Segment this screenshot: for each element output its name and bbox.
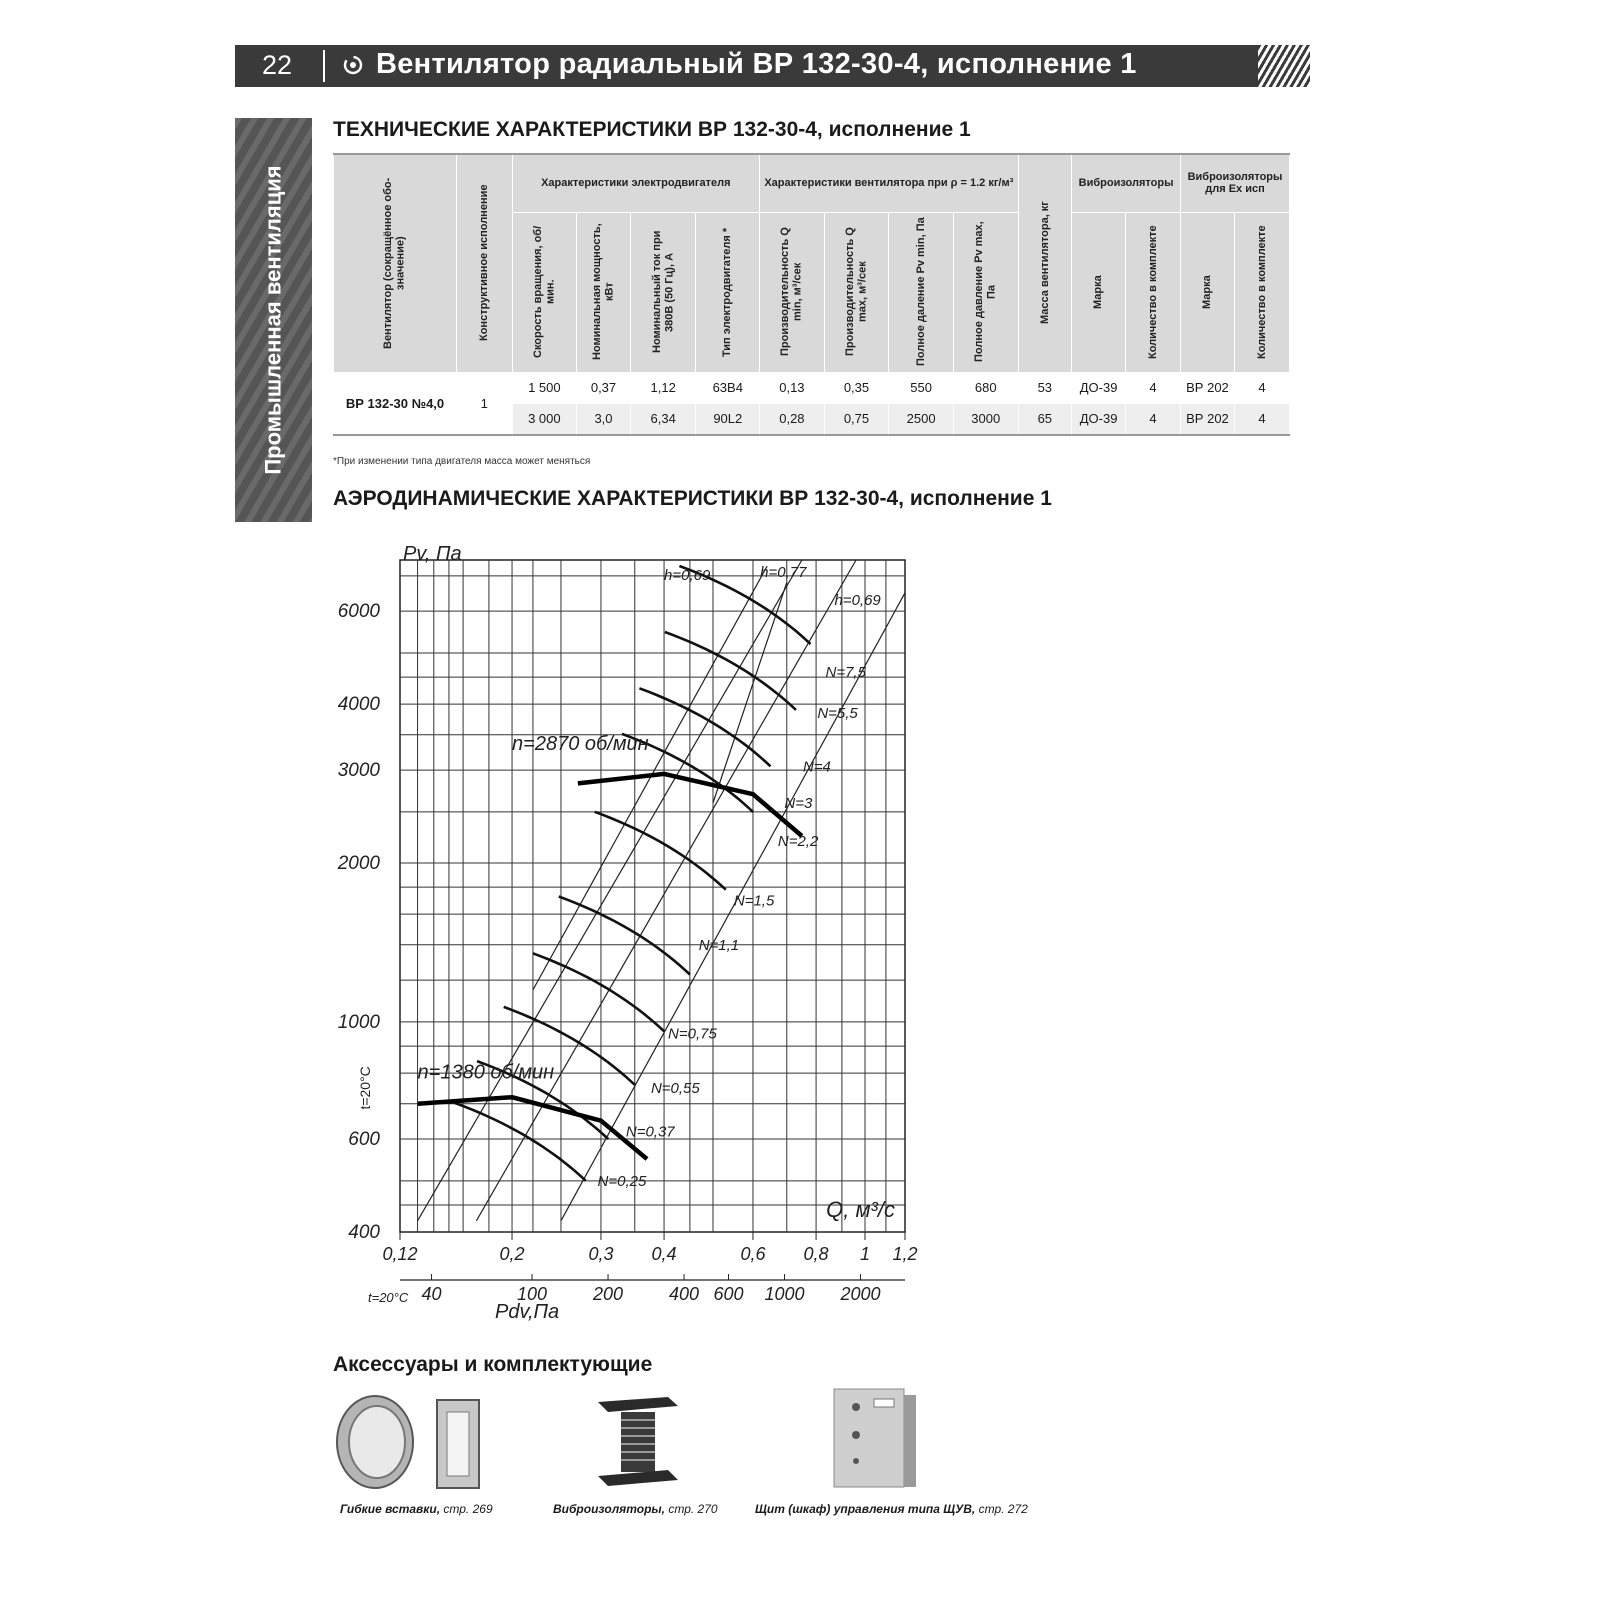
aero-title: АЭРОДИНАМИЧЕСКИЕ ХАРАКТЕРИСТИКИ ВР 132-30-4, исполнение 1 — [333, 487, 1052, 510]
power-label: N=3 — [784, 794, 813, 812]
cell: 550 — [889, 372, 954, 403]
x-tick-label: 0,8 — [803, 1244, 829, 1264]
th-current: Номинальный ток при 380В (50 Гц), А — [630, 212, 696, 372]
spec-table — [333, 153, 1290, 436]
fan-icon — [343, 55, 363, 75]
caption-vibration-isolators: Виброизоляторы, стр. 270 — [553, 1502, 718, 1516]
th-motor-group: Характеристики электродвигателя — [512, 154, 760, 212]
x-tick-label: 0,6 — [740, 1244, 766, 1264]
power-label: N=2,2 — [777, 833, 819, 851]
cell: 1,12 — [630, 372, 696, 403]
th-power: Номинальная мощность, кВт — [577, 212, 631, 372]
cell-fan-name: ВР 132-30 №4,0 — [334, 372, 457, 435]
pdv-tick-label: 1000 — [764, 1284, 805, 1304]
th-vib-ex-group: Виброизоляторы для Ex исп — [1181, 154, 1290, 212]
temperature-bottom-label: t=20°C — [368, 1290, 409, 1305]
rpm-label: n=1380 об/мин — [417, 1061, 555, 1084]
th-fan: Вентилятор (сокращённое обо-значение) — [334, 154, 457, 372]
side-tab-label-wrap — [235, 118, 312, 522]
pdv-tick-label: 400 — [669, 1284, 700, 1304]
tech-title: ТЕХНИЧЕСКИЕ ХАРАКТЕРИСТИКИ ВР 132-30-4, исполнение 1 — [333, 118, 971, 141]
cell: 0,37 — [577, 372, 631, 403]
temperature-left-label: t=20°C — [357, 1066, 373, 1110]
power-curve — [533, 953, 664, 1031]
cell: 3,0 — [577, 403, 631, 435]
y-axis-label: Pv, Па — [403, 543, 462, 565]
th-design: Конструктивное исполнение — [456, 154, 512, 372]
rpm-curve — [418, 1097, 647, 1159]
power-label: N=0,55 — [650, 1079, 700, 1097]
cell: 63В4 — [696, 372, 760, 403]
cell: ВР 202 — [1181, 403, 1235, 435]
th-vib-group: Виброизоляторы — [1072, 154, 1181, 212]
cell: 0,13 — [760, 372, 825, 403]
page-title: Вентилятор радиальный ВР 132-30-4, исполнение 1 — [376, 48, 1137, 80]
accessories-title: Аксессуары и комплектующие — [333, 1353, 653, 1376]
table-row — [334, 372, 1290, 403]
efficiency-line — [418, 560, 802, 1221]
power-label: N=1,1 — [698, 936, 740, 954]
cell: 6,34 — [630, 403, 696, 435]
x-tick-label: 0,3 — [588, 1244, 614, 1264]
th-motor-type: Тип электродвигателя * — [696, 212, 760, 372]
rpm-label: n=2870 об/мин — [512, 732, 649, 755]
pdv-tick-label: 600 — [713, 1284, 744, 1304]
power-label: N=7,5 — [825, 664, 866, 682]
x-tick-label: 0,2 — [499, 1244, 525, 1264]
y-tick-label: 600 — [348, 1129, 380, 1151]
x-tick-label: 0,12 — [382, 1244, 418, 1264]
table-footnote: *При изменении типа двигателя масса может меняться — [333, 456, 591, 467]
th-mass: Масса вентилятора, кг — [1018, 154, 1072, 372]
power-label: N=5,5 — [817, 704, 858, 722]
th-qmin: Производительность Q min, м³/сек — [760, 212, 825, 372]
y-tick-label: 1000 — [337, 1011, 380, 1033]
cell-design: 1 — [456, 372, 512, 435]
pdv-tick-label: 40 — [421, 1284, 442, 1304]
caption-control-cabinet: Щит (шкаф) управления типа ЩУВ, стр. 272 — [755, 1502, 1028, 1516]
power-label: N=4 — [802, 758, 831, 776]
rpm-curves — [418, 774, 802, 1159]
efficiency-line — [533, 566, 767, 990]
cell: 4 — [1234, 372, 1289, 403]
y-tick-label: 3000 — [337, 760, 380, 782]
power-label: N=0,25 — [597, 1172, 647, 1190]
cell: 1 500 — [512, 372, 577, 403]
page-number: 22 — [262, 50, 293, 80]
y-tick-label: 400 — [348, 1222, 380, 1243]
power-curves — [455, 566, 811, 1181]
y-tick-label: 2000 — [337, 853, 380, 875]
th-fan-group: Характеристики вентилятора при ρ = 1.2 кг/м³ — [760, 154, 1018, 212]
y-tick-label: 4000 — [337, 694, 380, 716]
power-label: N=0,75 — [668, 1025, 717, 1043]
x-tick-label: 1 — [860, 1244, 871, 1264]
power-label: N=0,37 — [625, 1123, 675, 1141]
cell: ДО-39 — [1072, 372, 1126, 403]
flexible-insert-image — [333, 1392, 493, 1492]
cell: 0,75 — [824, 403, 889, 435]
power-curve — [455, 1103, 586, 1181]
header-stripes — [1258, 45, 1310, 87]
th-pvmax: Полное давление Pv max, Па — [953, 212, 1018, 372]
cell: 0,35 — [824, 372, 889, 403]
th-vib-ex-qty: Количество в комплекте — [1234, 212, 1289, 372]
cell: 65 — [1018, 403, 1072, 435]
th-qmax: Производительность Q max, м³/сек — [824, 212, 889, 372]
cell: 4 — [1126, 372, 1181, 403]
vibration-isolator-image — [593, 1392, 683, 1492]
caption-flexible-inserts: Гибкие вставки, стр. 269 — [340, 1502, 493, 1516]
cell: 3000 — [953, 403, 1018, 435]
th-speed: Скорость вращения, об/мин. — [512, 212, 577, 372]
cell: ВР 202 — [1181, 372, 1235, 403]
pdv-axis-label: Pdv,Па — [495, 1301, 560, 1323]
x-tick-label: 1,2 — [892, 1244, 918, 1264]
efficiency-label: h=0,77 — [760, 564, 807, 581]
efficiency-label: h=0,69 — [664, 567, 711, 584]
cell: 0,28 — [760, 403, 825, 435]
y-tick-label: 6000 — [337, 601, 380, 623]
cell: 4 — [1234, 403, 1289, 435]
cell: 680 — [953, 372, 1018, 403]
th-vib-ex-brand: Марка — [1181, 212, 1235, 372]
x-axis-label: Q, м³/с — [826, 1197, 895, 1222]
pdv-tick-label: 200 — [593, 1284, 624, 1304]
aero-chart — [330, 535, 940, 1325]
cell: 3 000 — [512, 403, 577, 435]
x-tick-label: 0,4 — [651, 1244, 677, 1264]
power-label: N=1,5 — [733, 892, 775, 910]
power-curve — [595, 812, 726, 890]
chart-diagonals — [418, 560, 905, 1221]
th-vib-brand: Марка — [1072, 212, 1126, 372]
pdv-tick-label: 100 — [517, 1284, 548, 1304]
th-pvmin: Полное даление Pv min, Па — [889, 212, 954, 372]
cell: 4 — [1126, 403, 1181, 435]
side-tab-label: Промышленная вентиляция — [260, 165, 286, 475]
chart-labels — [337, 543, 918, 1323]
cell: ДО-39 — [1072, 403, 1126, 435]
th-vib-qty: Количество в комплекте — [1126, 212, 1181, 372]
control-cabinet-image — [830, 1385, 920, 1490]
pdv-tick-label: 2000 — [840, 1284, 881, 1304]
cell: 90L2 — [696, 403, 760, 435]
cell: 53 — [1018, 372, 1072, 403]
efficiency-label: h=0,69 — [834, 592, 881, 609]
cell: 2500 — [889, 403, 954, 435]
header-divider — [323, 50, 325, 82]
